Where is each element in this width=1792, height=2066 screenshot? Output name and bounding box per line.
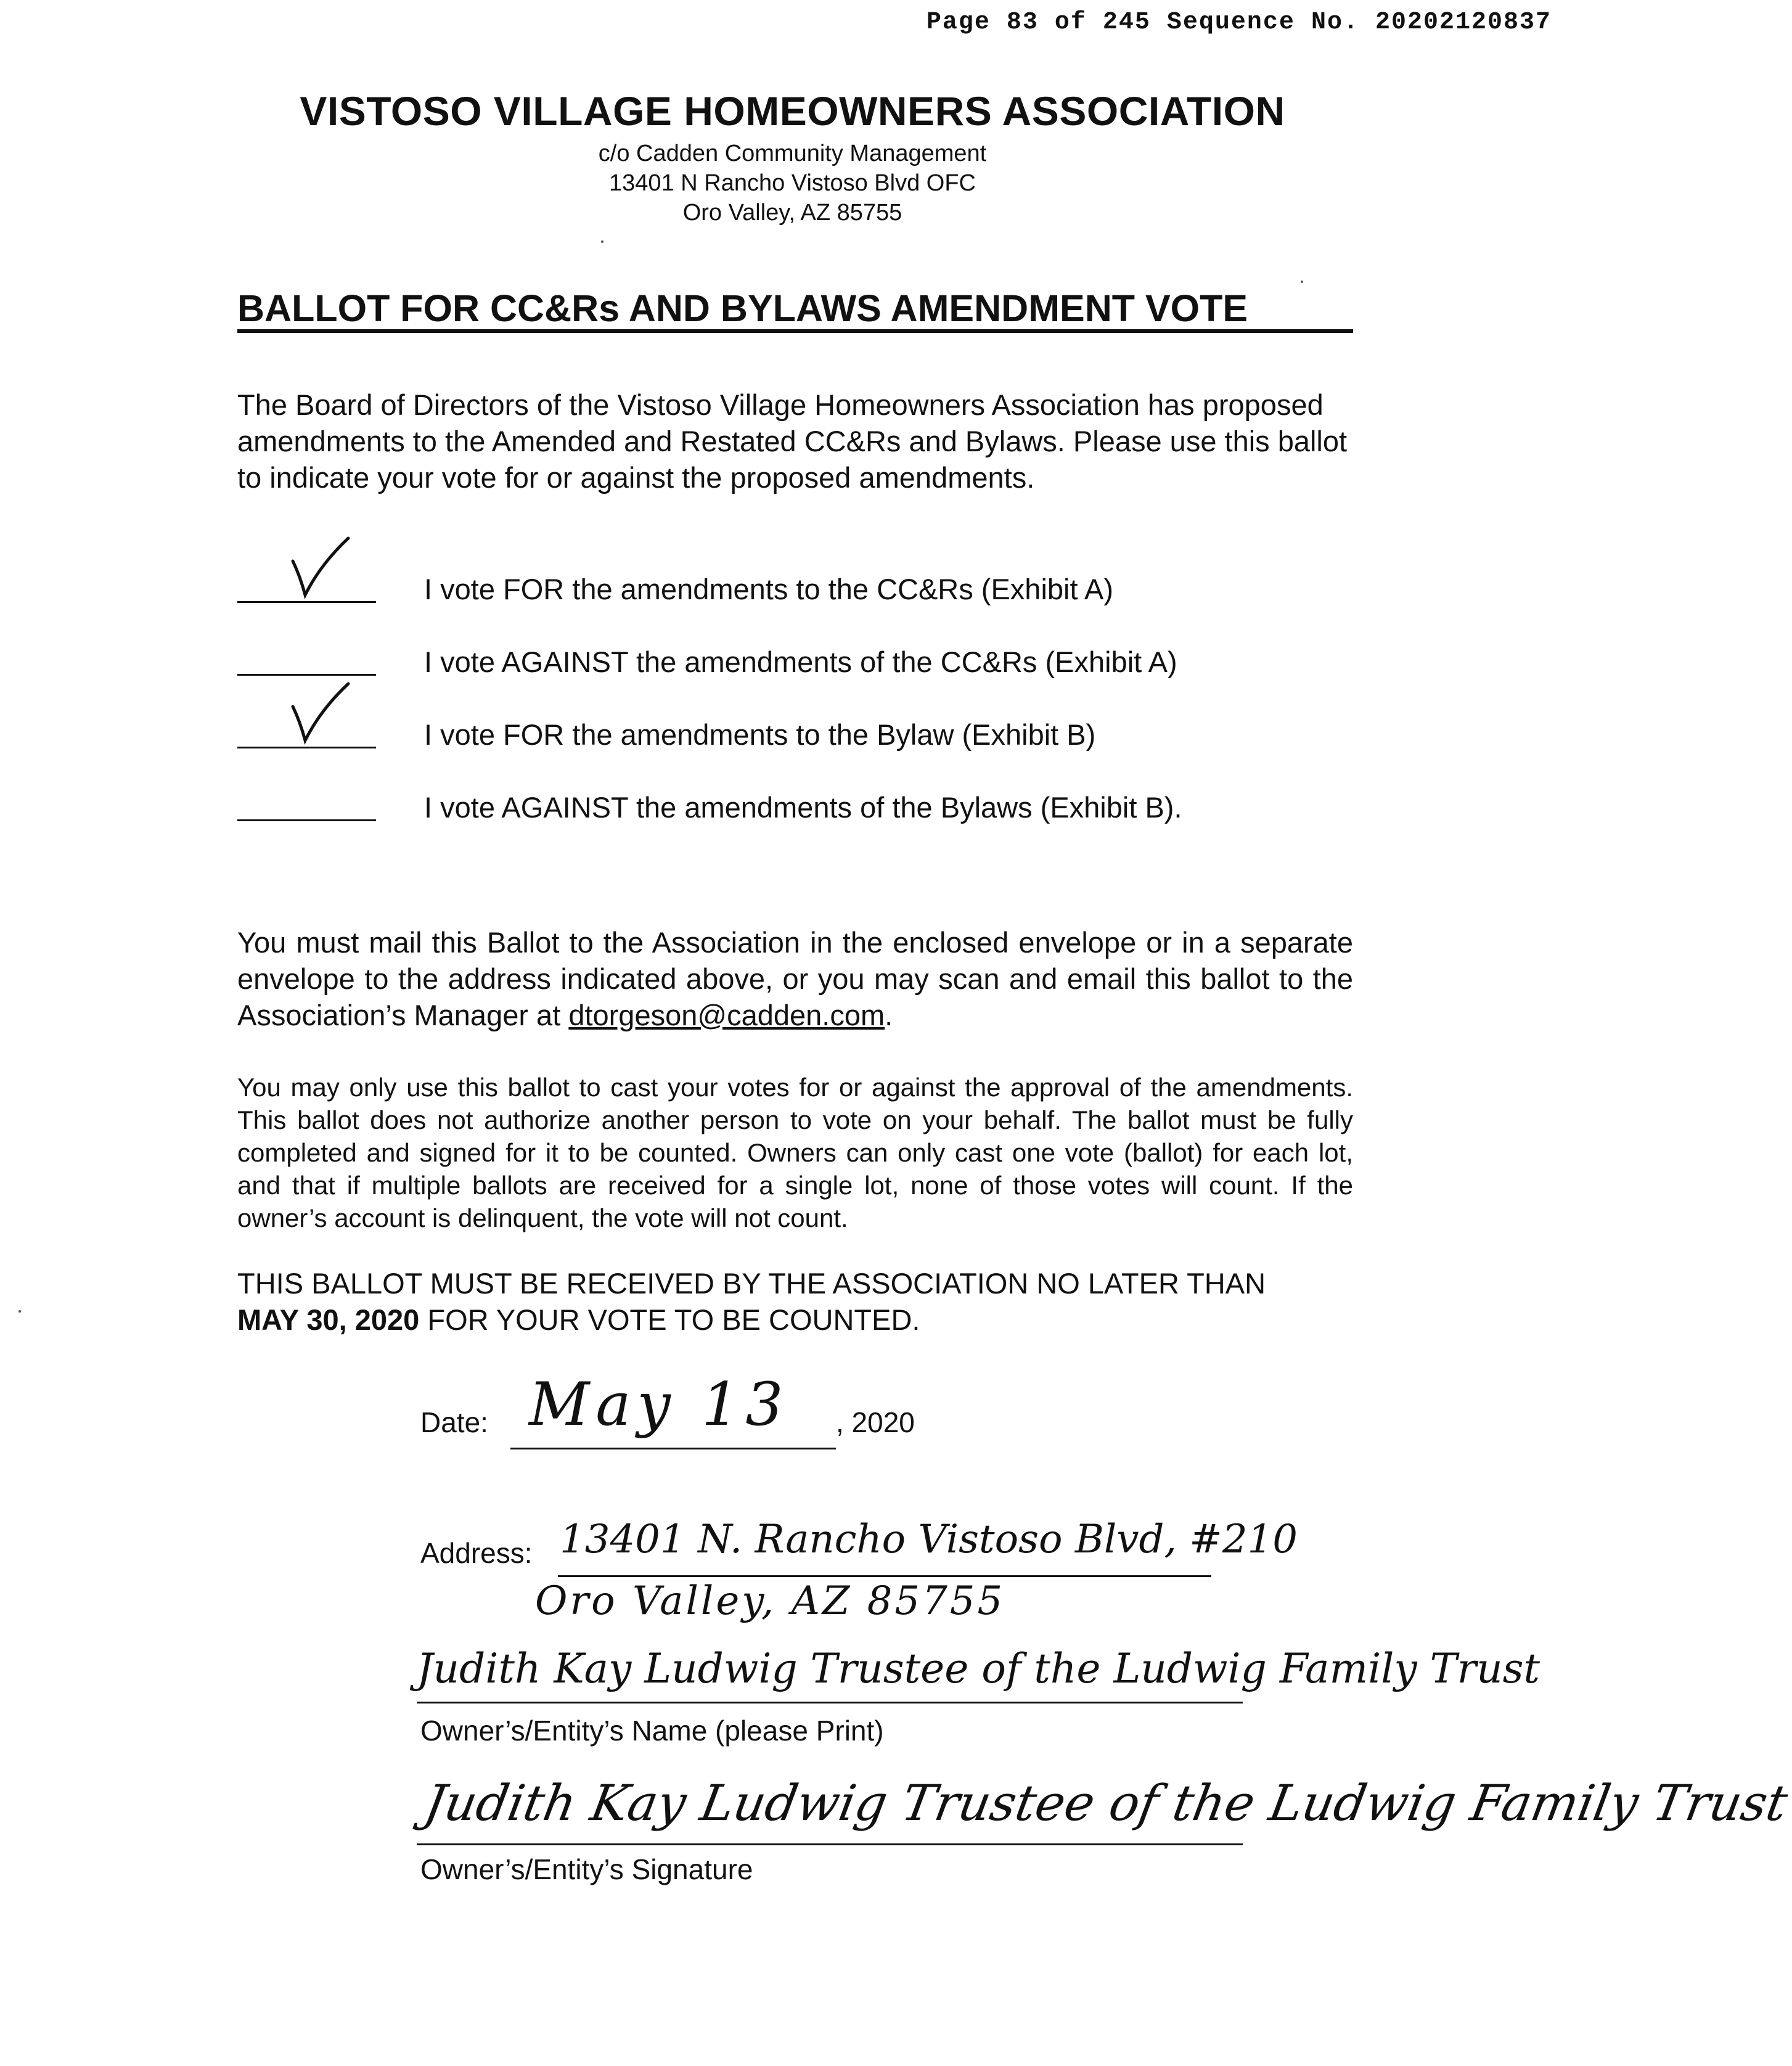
date-handwritten[interactable]: May 13 bbox=[529, 1370, 790, 1439]
vote-blank[interactable] bbox=[237, 601, 376, 603]
vote-row-ccrs-for[interactable] bbox=[237, 567, 1347, 610]
association-name: VISTOSO VILLAGE HOMEOWNERS ASSOCIATION bbox=[300, 88, 1285, 134]
vote-label: I vote AGAINST the amendments of the CC&Rs (Exhibit A) bbox=[424, 646, 1177, 678]
vote-label: I vote AGAINST the amendments of the Bylaws (Exhibit B). bbox=[424, 791, 1182, 824]
ballot-rules: You may only use this ballot to cast your votes for or against the approval of the amendments. This ballot does not authorize another person to vote on your behalf. The ballot must be fully completed and signed for it to be counted. Owners can only cast one vote (ballot) for each lot, and that if multiple ballots are received for a single lot, none of those votes will count. If the owner’s account is delinquent, the vote will not count. bbox=[237, 1073, 1353, 1232]
owner-name-handwritten[interactable]: Judith Kay Ludwig Trustee of the Ludwig Family Trust bbox=[417, 1645, 1540, 1692]
scan-speck bbox=[18, 1310, 21, 1313]
city-line: Oro Valley, AZ 85755 bbox=[682, 200, 902, 226]
deadline-date: MAY 30, 2020 bbox=[237, 1303, 420, 1336]
deadline-notice bbox=[237, 1266, 1353, 1338]
mail-instructions bbox=[237, 925, 1353, 1033]
date-label: Date: bbox=[420, 1406, 488, 1438]
vote-row-bylaws-for[interactable] bbox=[237, 713, 1347, 756]
address-line-2[interactable]: Oro Valley, AZ 85755 bbox=[535, 1578, 1005, 1624]
scan-speck bbox=[1301, 281, 1303, 283]
date-year: , 2020 bbox=[836, 1406, 915, 1438]
vote-row-ccrs-against[interactable] bbox=[237, 640, 1347, 683]
vote-row-bylaws-against[interactable] bbox=[237, 785, 1347, 829]
owner-name-label: Owner’s/Entity’s Name (please Print) bbox=[420, 1715, 884, 1747]
scan-speck bbox=[601, 240, 603, 243]
vote-label: I vote FOR the amendments to the CC&Rs (Exhibit A) bbox=[424, 573, 1113, 605]
checkmark-icon bbox=[287, 679, 354, 747]
signature-handwritten[interactable]: Judith Kay Ludwig Trustee of the Ludwig Family Trust bbox=[420, 1774, 1792, 1832]
care-of-line: c/o Cadden Community Management bbox=[598, 141, 987, 166]
vote-label: I vote FOR the amendments to the Bylaw (Exhibit B) bbox=[424, 718, 1096, 751]
deadline-end: FOR YOUR VOTE TO BE COUNTED. bbox=[419, 1303, 920, 1336]
vote-blank[interactable] bbox=[237, 819, 376, 821]
owner-name-line[interactable] bbox=[417, 1702, 1243, 1703]
address-line-1[interactable]: 13401 N. Rancho Vistoso Blvd, #210 bbox=[560, 1517, 1298, 1562]
date-field-line[interactable] bbox=[510, 1448, 836, 1449]
address-field-line[interactable] bbox=[558, 1575, 1211, 1577]
mail-text: You must mail this Ballot to the Association in the enclosed envelope or in a separate envelope to the address indicated above, or you may scan and email this ballot to the Association’s Manager at bbox=[237, 926, 1353, 1031]
vote-blank[interactable] bbox=[237, 747, 376, 748]
intro-paragraph: The Board of Directors of the Vistoso Village Homeowners Association has proposed amendments to the Amended and Restated CC&Rs and Bylaws. Please use this ballot to indicate your vote for or against the proposed amendments. bbox=[237, 388, 1348, 494]
signature-line[interactable] bbox=[417, 1843, 1243, 1845]
street-line: 13401 N Rancho Vistoso Blvd OFC bbox=[609, 170, 976, 196]
deadline-text: THIS BALLOT MUST BE RECEIVED BY THE ASSOCIATION NO LATER THAN bbox=[237, 1267, 1266, 1300]
ballot-title: BALLOT FOR CC&Rs AND BYLAWS AMENDMENT VOTE bbox=[237, 289, 1353, 333]
address-label: Address: bbox=[420, 1537, 533, 1569]
signature-label: Owner’s/Entity’s Signature bbox=[420, 1853, 753, 1885]
page-stamp: Page 83 of 245 Sequence No. 20202120837 bbox=[926, 9, 1552, 36]
manager-email-link[interactable]: dtorgeson@cadden.com bbox=[568, 998, 885, 1031]
mail-end: . bbox=[885, 998, 893, 1031]
vote-blank[interactable] bbox=[237, 674, 376, 676]
checkmark-icon bbox=[287, 533, 354, 601]
